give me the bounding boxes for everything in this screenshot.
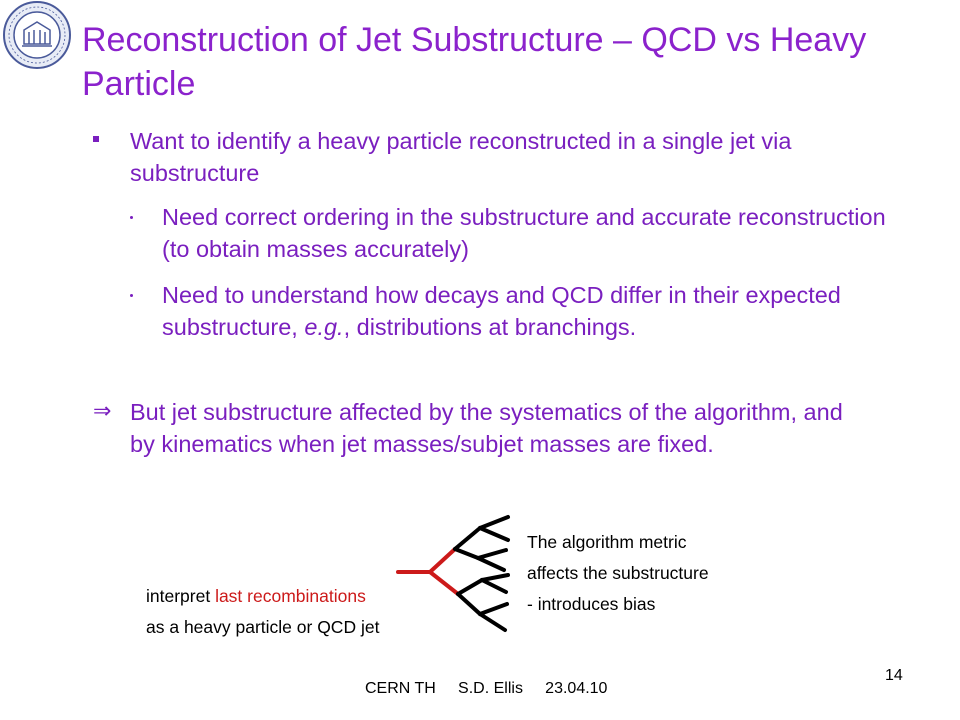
tree-leaf-u1b [480, 528, 508, 540]
caption-right-line2: affects the substructure [527, 563, 709, 583]
caption-right-line1: The algorithm metric [527, 532, 687, 552]
tree-leaf-l1b [482, 580, 506, 592]
tree-leaf-l2b [480, 614, 505, 630]
tree-leaf-l1a [482, 575, 508, 580]
sub-bullet-text-italic: e.g. [304, 314, 344, 340]
bullet-text: But jet substructure affected by the systematics of the algorithm, and by kinematics when jet masses/subjet masses are fixed. [130, 399, 843, 457]
caption-right-line3: - introduces bias [527, 594, 656, 614]
slide-title: Reconstruction of Jet Substructure – QCD vs Heavy Particle [82, 21, 867, 103]
tree-leaf-u2b [478, 558, 504, 570]
page-number: 14 [885, 667, 903, 684]
tree-branch-lower-red [430, 572, 458, 594]
caption-algorithm-metric [527, 527, 709, 620]
tree-branch-upper-red [430, 549, 455, 572]
tree-leaf-l2a [480, 604, 507, 614]
slide-footer: CERN TH S.D. Ellis 23.04.10 [365, 680, 608, 697]
caption-left-line2: as a heavy particle or QCD jet [146, 617, 380, 637]
tree-branch-u2 [455, 549, 478, 558]
sub-bullet-text: Need correct ordering in the substructure and accurate reconstruction (to obtain masses accurately) [162, 204, 886, 262]
tree-branch-u1 [455, 528, 480, 549]
caption-left-prefix: interpret [146, 586, 216, 606]
caption-left-highlight: last recombinations [215, 586, 366, 606]
implies-arrow-icon: ⇒ [93, 399, 112, 424]
tree-leaf-u2a [478, 550, 506, 558]
caption-left-line1 [146, 581, 379, 612]
tree-branch-l1 [458, 580, 482, 594]
sub-bullet-text-b: , distributions at branchings. [343, 314, 637, 340]
sub-bullet-text-a: Need to understand how decays and QCD differ in their expected substructure, [162, 282, 841, 340]
bullet-text: Want to identify a heavy particle reconstructed in a single jet via substructure [130, 128, 792, 186]
tree-leaf-u1a [480, 517, 508, 528]
tree-branch-l2 [458, 594, 480, 614]
caption-interpret [146, 581, 379, 643]
